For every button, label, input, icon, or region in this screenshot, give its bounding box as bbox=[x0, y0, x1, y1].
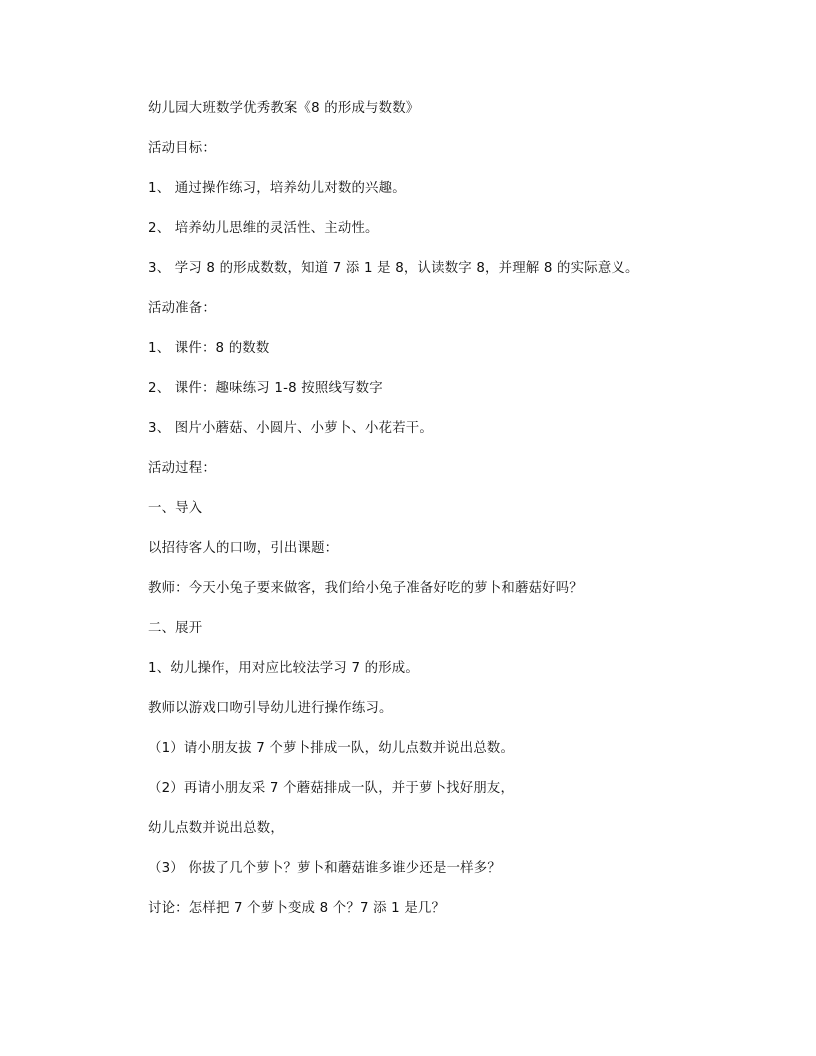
subheading-intro: 一、导入 bbox=[148, 501, 203, 516]
subheading-expand: 二、展开 bbox=[148, 621, 203, 636]
document-title: 幼儿园大班数学优秀教案《8 的形成与数数》 bbox=[148, 101, 420, 116]
goal-item-2: 2、 培养幼儿思维的灵活性、主动性。 bbox=[148, 221, 379, 236]
paragraph: 1、幼儿操作，用对应比较法学习 7 的形成。 bbox=[148, 661, 419, 676]
paragraph: 幼儿点数并说出总数， bbox=[148, 821, 284, 836]
section-heading-goals: 活动目标： bbox=[148, 141, 216, 156]
paragraph: 以招待客人的口吻，引出课题： bbox=[148, 541, 339, 556]
paragraph: （2）再请小朋友采 7 个蘑菇排成一队，并于萝卜找好朋友， bbox=[148, 781, 515, 796]
preparation-item-1: 1、 课件：8 的数数 bbox=[148, 341, 270, 356]
paragraph: 教师以游戏口吻引导幼儿进行操作练习。 bbox=[148, 701, 393, 716]
preparation-item-3: 3、 图片小蘑菇、小圆片、小萝卜、小花若干。 bbox=[148, 421, 433, 436]
paragraph: 讨论：怎样把 7 个萝卜变成 8 个？7 添 1 是几？ bbox=[148, 901, 446, 916]
section-heading-preparation: 活动准备： bbox=[148, 301, 216, 316]
section-heading-process: 活动过程： bbox=[148, 461, 216, 476]
goal-item-1: 1、 通过操作练习，培养幼儿对数的兴趣。 bbox=[148, 181, 406, 196]
paragraph: （1）请小朋友拔 7 个萝卜排成一队，幼儿点数并说出总数。 bbox=[148, 741, 515, 756]
preparation-item-2: 2、 课件：趣味练习 1-8 按照线写数字 bbox=[148, 381, 383, 396]
paragraph: 教师：今天小兔子要来做客，我们给小兔子准备好吃的萝卜和蘑菇好吗？ bbox=[148, 581, 583, 596]
paragraph: （3） 你拔了几个萝卜？萝卜和蘑菇谁多谁少还是一样多？ bbox=[148, 861, 501, 876]
goal-item-3: 3、 学习 8 的形成数数，知道 7 添 1 是 8，认读数字 8，并理解 8 的实际意义。 bbox=[148, 261, 639, 276]
